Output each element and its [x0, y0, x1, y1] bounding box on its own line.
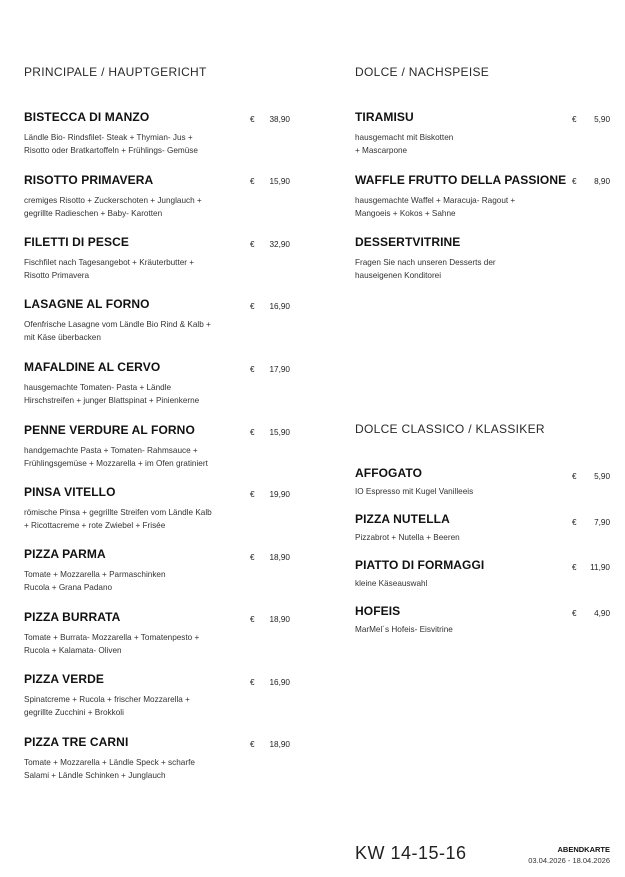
item-price: 5,90: [594, 115, 610, 124]
item-description: Tomate + Mozzarella + Parmaschinken Rucola + Grana Padano: [24, 570, 166, 592]
calendar-week-label: KW 14-15-16: [355, 843, 467, 863]
menu-item-waffle: [355, 173, 570, 220]
item-price: 15,90: [269, 428, 290, 437]
menu-item-pinsa-vitello: [24, 485, 264, 532]
item-price: 18,90: [269, 740, 290, 749]
currency-symbol: €: [250, 490, 255, 499]
menu-type-title: ABENDKARTE: [557, 845, 610, 854]
item-description: Pizzabrot + Nutella + Beeren: [355, 533, 460, 542]
currency-symbol: €: [572, 518, 577, 527]
currency-symbol: €: [250, 553, 255, 562]
item-price: 15,90: [269, 177, 290, 186]
menu-item-dessertvitrine: [355, 235, 570, 282]
menu-item-piatto-di-formaggi: [355, 558, 570, 591]
menu-item-mafaldine: [24, 360, 264, 407]
item-name: PIZZA VERDE: [24, 672, 104, 686]
item-name: DESSERTVITRINE: [355, 235, 461, 249]
item-price: 11,90: [590, 563, 610, 572]
currency-symbol: €: [250, 365, 255, 374]
menu-item-pizza-tre-carni: [24, 735, 264, 782]
menu-item-risotto-primavera: [24, 173, 264, 220]
section-title-klassiker: DOLCE CLASSICO / KLASSIKER: [355, 422, 545, 436]
currency-symbol: €: [250, 615, 255, 624]
item-description: Tomate + Burrata- Mozzarella + Tomatenpesto + Rucola + Kalamata- Oliven: [24, 633, 200, 655]
item-price: 18,90: [269, 615, 290, 624]
item-description: Fragen Sie nach unseren Desserts der hauseigenen Konditorei: [355, 258, 496, 280]
item-name: PENNE VERDURE AL FORNO: [24, 423, 195, 437]
menu-item-filetti-di-pesce: [24, 235, 264, 282]
menu-item-hofeis: [355, 604, 570, 637]
currency-symbol: €: [572, 563, 577, 572]
item-name: WAFFLE FRUTTO DELLA PASSIONE: [355, 173, 567, 187]
item-price: 17,90: [269, 365, 290, 374]
item-description: MarMel´s Hofeis- Eisvitrine: [355, 625, 453, 634]
item-name: LASAGNE AL FORNO: [24, 297, 150, 311]
item-description: Spinatcreme + Rucola + frischer Mozzarella + gegrillte Zucchini + Brokkoli: [24, 695, 190, 717]
item-name: FILETTI DI PESCE: [24, 235, 129, 249]
currency-symbol: €: [572, 609, 577, 618]
currency-symbol: €: [250, 678, 255, 687]
menu-item-penne-verdure: [24, 423, 264, 470]
item-name: PINSA VITELLO: [24, 485, 116, 499]
item-price: 19,90: [269, 490, 290, 499]
menu-item-lasagne: [24, 297, 264, 344]
section-title-hauptgericht: PRINCIPALE / HAUPTGERICHT: [24, 65, 207, 79]
item-price: 5,90: [594, 472, 610, 481]
currency-symbol: €: [572, 472, 577, 481]
validity-dates: 03.04.2026 - 18.04.2026: [528, 856, 610, 865]
item-price: 4,90: [594, 609, 610, 618]
item-name: PIZZA TRE CARNI: [24, 735, 129, 749]
item-description: Ofenfrische Lasagne vom Ländle Bio Rind & Kalb + mit Käse überbacken: [24, 320, 211, 342]
menu-item-pizza-verde: [24, 672, 264, 719]
item-price: 16,90: [269, 302, 290, 311]
item-description: hausgemachte Waffel + Maracuja- Ragout + Mangoeis + Kokos + Sahne: [355, 196, 516, 218]
item-description: Fischfilet nach Tagesangebot + Kräuterbutter + Risotto Primavera: [24, 258, 195, 280]
item-description: IO Espresso mit Kugel Vanilleeis: [355, 487, 474, 496]
item-price: 18,90: [269, 553, 290, 562]
currency-symbol: €: [250, 240, 255, 249]
item-description: kleine Käseauswahl: [355, 579, 428, 588]
section-title-nachspeise: DOLCE / NACHSPEISE: [355, 65, 490, 79]
menu-item-pizza-burrata: [24, 610, 264, 657]
item-description: römische Pinsa + gegrillte Streifen vom Ländle Kalb + Ricottacreme + rote Zwiebel + Frisée: [24, 508, 212, 530]
item-name: HOFEIS: [355, 604, 401, 618]
item-description: Ländle Bio- Rindsfilet- Steak + Thymian- Jus + Risotto oder Bratkartoffeln + Frühlings- Gemüse: [24, 133, 198, 155]
item-price: 16,90: [269, 678, 290, 687]
item-description: handgemachte Pasta + Tomaten- Rahmsauce + Frühlingsgemüse + Mozzarella + im Ofen gratiniert: [24, 446, 208, 468]
item-name: PIATTO DI FORMAGGI: [355, 558, 485, 572]
item-price: 38,90: [269, 115, 290, 124]
item-name: BISTECCA DI MANZO: [24, 110, 150, 124]
menu-item-pizza-nutella: [355, 512, 570, 545]
menu-item-pizza-parma: [24, 547, 264, 594]
item-name: TIRAMISU: [355, 110, 414, 124]
item-description: hausgemachte Tomaten- Pasta + Ländle Hirschstreifen + junger Blattspinat + Pinienkerne: [24, 383, 200, 405]
currency-symbol: €: [250, 740, 255, 749]
item-price: 7,90: [594, 518, 610, 527]
menu-item-affogato: [355, 466, 570, 499]
currency-symbol: €: [572, 177, 577, 186]
item-description: Tomate + Mozzarella + Ländle Speck + scharfe Salami + Ländle Schinken + Junglauch: [24, 758, 195, 780]
item-name: MAFALDINE AL CERVO: [24, 360, 161, 374]
currency-symbol: €: [250, 428, 255, 437]
item-name: PIZZA NUTELLA: [355, 512, 450, 526]
currency-symbol: €: [250, 302, 255, 311]
item-name: RISOTTO PRIMAVERA: [24, 173, 154, 187]
item-name: AFFOGATO: [355, 466, 423, 480]
item-name: PIZZA BURRATA: [24, 610, 121, 624]
item-name: PIZZA PARMA: [24, 547, 106, 561]
menu-item-tiramisu: [355, 110, 570, 157]
item-price: 32,90: [269, 240, 290, 249]
item-price: 8,90: [594, 177, 610, 186]
currency-symbol: €: [250, 177, 255, 186]
item-description: hausgemacht mit Biskotten + Mascarpone: [355, 133, 454, 155]
currency-symbol: €: [572, 115, 577, 124]
item-description: cremiges Risotto + Zuckerschoten + Junglauch + gegrillte Radieschen + Baby- Karotten: [24, 196, 202, 218]
currency-symbol: €: [250, 115, 255, 124]
menu-item-bistecca: [24, 110, 264, 157]
